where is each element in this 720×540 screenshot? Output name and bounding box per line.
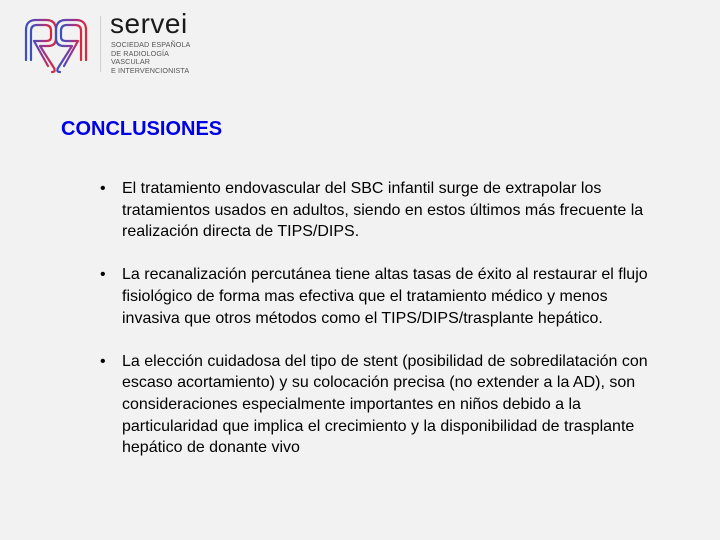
bullet-text: El tratamiento endovascular del SBC infantil surge de extrapolar los tratamientos usados en adultos, siendo en estos últimos más frecuente la realización directa de TIPS/DIPS. [122, 180, 644, 241]
servei-rr-logo-icon [22, 16, 90, 76]
bullet-icon: • [100, 352, 106, 370]
list-item [100, 264, 660, 329]
bullet-text: La recanalización percutánea tiene altas tasas de éxito al restaurar el flujo fisiológico de forma mas efectiva que el tratamiento médico y menos invasiva que otros métodos como el TIPS/DIPS/trasplante hepático. [122, 266, 648, 327]
logo-subtitle-line: VASCULAR [111, 57, 151, 67]
logo-divider [100, 16, 101, 72]
slide-title: CONCLUSIONES [61, 118, 223, 140]
list-item [100, 178, 660, 243]
logo-subtitle-line: SOCIEDAD ESPAÑOLA [111, 40, 191, 49]
logo-subtitle-line: E INTERVENCIONISTA [111, 65, 190, 75]
bullet-icon: • [100, 266, 106, 284]
logo-name: servei [110, 8, 188, 39]
list-item [100, 351, 660, 459]
servei-logo [22, 8, 222, 78]
bullet-text: La elección cuidadosa del tipo de stent (posibilidad de sobredilatación con escaso acortamiento) y su colocación precisa (no extender a la AD), son consideraciones especialmente importantes en niños debido a la particularidad que implica el crecimiento y la disponibilidad de trasplante hepático de donante vivo [122, 352, 648, 457]
logo-subtitle [111, 41, 190, 75]
bullet-icon: • [100, 180, 106, 197]
conclusions-list [100, 178, 660, 480]
logo-subtitle-line: DE RADIOLOGÍA [111, 48, 170, 58]
